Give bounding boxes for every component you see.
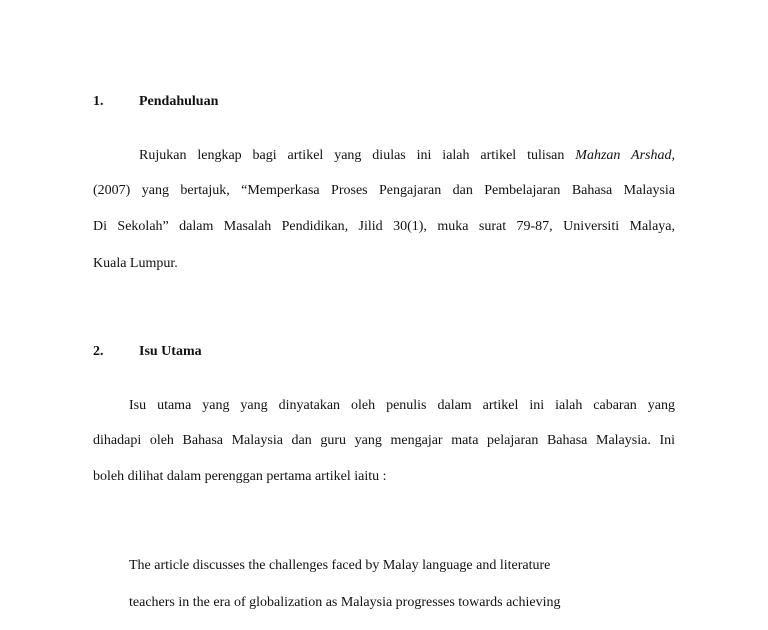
section-1-number: 1. [93,94,104,109]
section-1-heading [93,93,218,111]
section-1-line-3: Di Sekolah” dalam Masalah Pendidikan, Jilid 30(1), muka surat 79-87, Universiti Malaya, [93,219,675,234]
section-1-line-4: Kuala Lumpur. [93,256,178,271]
section-2-line-1: Isu utama yang yang dinyatakan oleh penulis dalam artikel ini ialah cabaran yang [129,398,675,413]
section-1-line-1 [139,147,675,165]
section-1-line-2: (2007) yang bertajuk, “Memperkasa Proses Pengajaran dan Pembelajaran Bahasa Malaysia [93,183,675,198]
section-1-title: Pendahuluan [139,94,219,109]
section-1-line-1-text: Rujukan lengkap bagi artikel yang diulas ini ialah artikel tulisan [139,148,576,163]
section-2-line-3: boleh dilihat dalam perenggan pertama artikel iaitu : [93,469,387,484]
section-2-heading [93,343,202,361]
quote-line-2: teachers in the era of globalization as Malaysia progresses towards achieving [129,595,561,610]
section-2-title: Isu Utama [139,344,202,359]
section-2-line-2: dihadapi oleh Bahasa Malaysia dan guru yang mengajar mata pelajaran Bahasa Malaysia. Ini [93,433,675,448]
section-2-number: 2. [93,344,104,359]
quote-line-1: The article discusses the challenges faced by Malay language and literature [129,558,551,573]
author-name: Mahzan Arshad, [575,148,675,163]
